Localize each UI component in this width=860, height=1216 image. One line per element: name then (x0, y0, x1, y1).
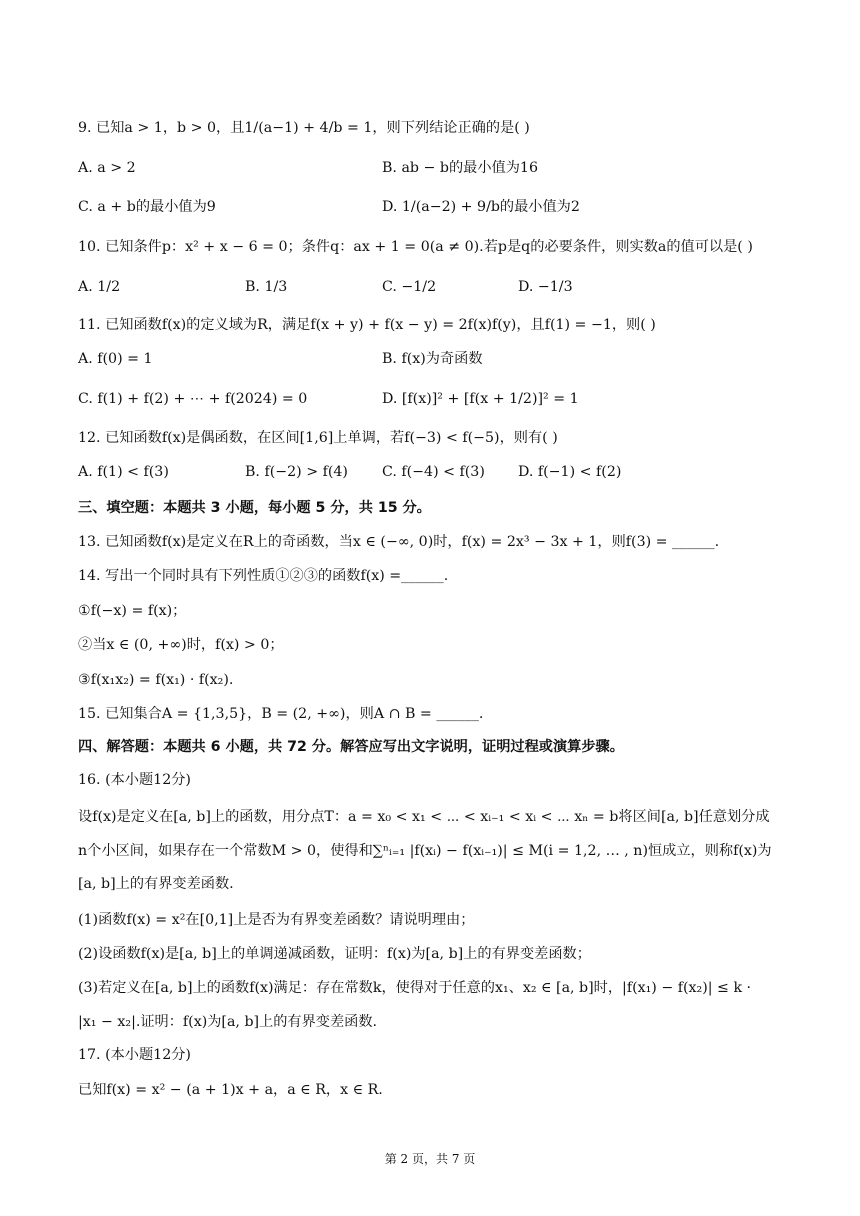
q10-stem: 10. 已知条件p：x² + x − 6 = 0；条件q：ax + 1 = 0(a ≠ 0).若p是q的必要条件，则实数a的值可以是( ) (78, 239, 753, 255)
q11-option-a: A. f(0) = 1 (78, 351, 153, 367)
q10-option-b: B. 1/3 (245, 279, 288, 295)
q9-option-d: D. 1/(a−2) + 9/b的最小值为2 (382, 199, 580, 215)
q16-text-line-3: [a, b]上的有界变差函数. (78, 876, 234, 892)
q9-option-c: C. a + b的最小值为9 (78, 199, 216, 215)
q16-part-3-line-1: (3)若定义在[a, b]上的函数f(x)满足：存在常数k，使得对于任意的x₁、x₂ ∈ [a, b]时，|f(x₁) − f(x₂)| ≤ k · (78, 980, 752, 996)
q14-property-1: ①f(−x) = f(x)； (78, 603, 187, 619)
q9-stem: 9. 已知a > 1，b > 0，且1/(a−1) + 4/b = 1，则下列结论正确的是( ) (78, 120, 530, 136)
question-15: 15. 已知集合A = {1,3,5}，B = (2, +∞)，则A ∩ B = ______. (78, 706, 484, 722)
q11-option-c: C. f(1) + f(2) + ⋯ + f(2024) = 0 (78, 391, 308, 407)
q16-part-1: (1)函数f(x) = x²在[0,1]上是否为有界变差函数？请说明理由； (78, 912, 475, 928)
q16-part-3-line-2: |x₁ − x₂|.证明：f(x)为[a, b]上的有界变差函数. (78, 1014, 378, 1030)
q9-option-a: A. a > 2 (78, 160, 136, 176)
q16-header: 16. (本小题12分) (78, 772, 191, 788)
page-footer: 第 2 页，共 7 页 (384, 1152, 476, 1166)
q16-part-2: (2)设函数f(x)是[a, b]上的单调递减函数，证明：f(x)为[a, b]上的有界变差函数； (78, 946, 591, 962)
q12-option-d: D. f(−1) < f(2) (518, 464, 622, 480)
q16-text-line-2: n个小区间，如果存在一个常数M > 0，使得和∑ⁿᵢ₌₁ |f(xᵢ) − f(xᵢ₋₁)| ≤ M(i = 1,2, … , n)恒成立，则称f(x)为 (78, 843, 772, 859)
q12-option-c: C. f(−4) < f(3) (382, 464, 485, 480)
q14-stem: 14. 写出一个同时具有下列性质①②③的函数f(x) =______. (78, 568, 449, 584)
q9-option-b: B. ab − b的最小值为16 (382, 160, 538, 176)
q12-option-a: A. f(1) < f(3) (78, 464, 169, 480)
q14-property-2: ②当x ∈ (0, +∞)时，f(x) > 0； (78, 637, 284, 653)
question-13: 13. 已知函数f(x)是定义在R上的奇函数，当x ∈ (−∞, 0)时，f(x) = 2x³ − 3x + 1，则f(3) = ______. (78, 534, 720, 550)
q14-property-3: ③f(x₁x₂) = f(x₁) · f(x₂). (78, 672, 234, 688)
q10-option-d: D. −1/3 (518, 279, 573, 295)
q11-stem: 11. 已知函数f(x)的定义域为R，满足f(x + y) + f(x − y) = 2f(x)f(y)，且f(1) = −1，则( ) (78, 317, 656, 333)
q10-option-c: C. −1/2 (382, 279, 437, 295)
q11-option-d: D. [f(x)]² + [f(x + 1/2)]² = 1 (382, 391, 579, 407)
section-heading-fill-in: 三、填空题：本题共 3 小题，每小题 5 分，共 15 分。 (78, 500, 431, 516)
section-heading-solutions: 四、解答题：本题共 6 小题，共 72 分。解答应写出文字说明，证明过程或演算步骤。 (78, 739, 624, 755)
q11-option-b: B. f(x)为奇函数 (382, 351, 483, 367)
q12-stem: 12. 已知函数f(x)是偶函数，在区间[1,6]上单调，若f(−3) < f(−5)，则有( ) (78, 430, 558, 446)
q17-text-line-1: 已知f(x) = x² − (a + 1)x + a，a ∈ R，x ∈ R. (78, 1082, 383, 1098)
q17-header: 17. (本小题12分) (78, 1047, 191, 1063)
q12-option-b: B. f(−2) > f(4) (245, 464, 348, 480)
q10-option-a: A. 1/2 (78, 279, 121, 295)
q16-text-line-1: 设f(x)是定义在[a, b]上的函数，用分点T：a = x₀ < x₁ < ⋯ < xᵢ₋₁ < xᵢ < ⋯ xₙ = b将区间[a, b]任意划分成 (78, 809, 770, 825)
